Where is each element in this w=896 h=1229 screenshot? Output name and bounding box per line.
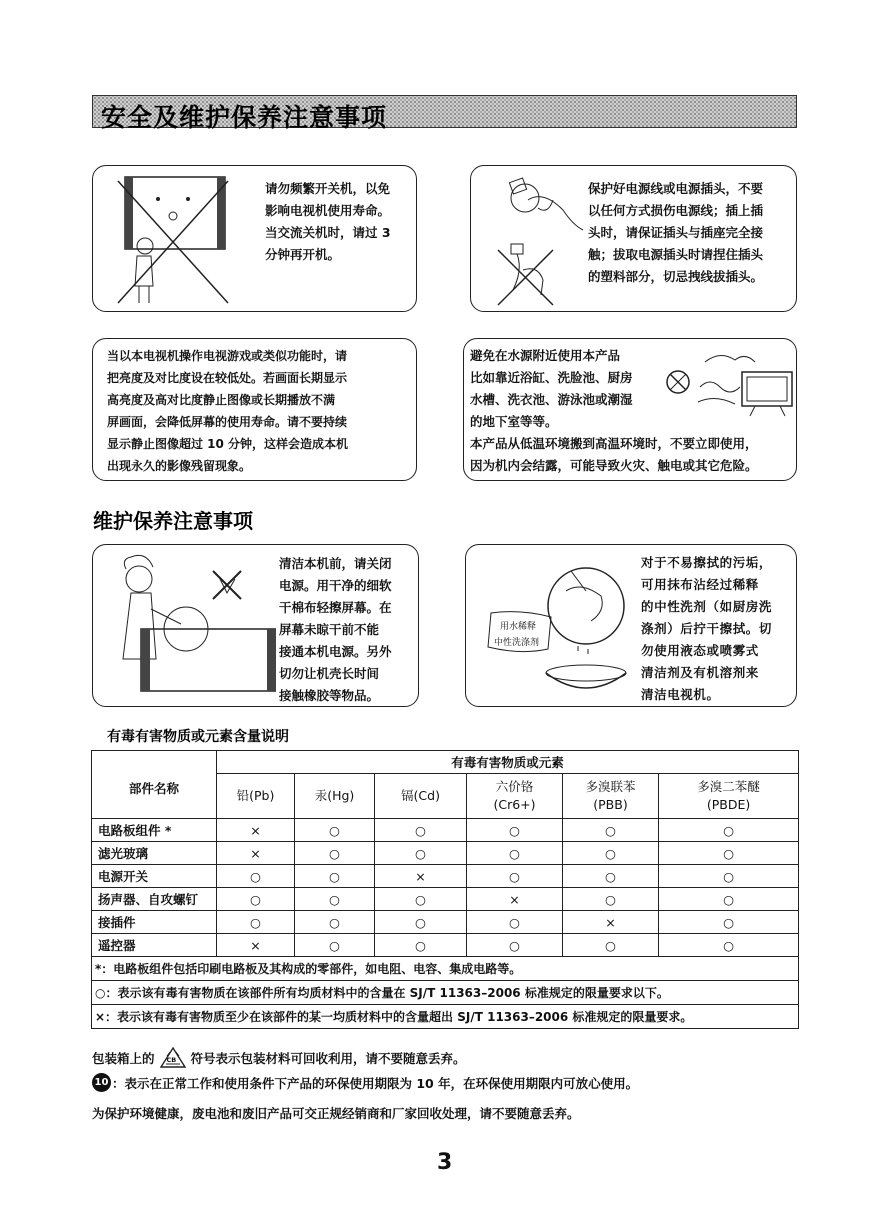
substance-value-cell: ○	[217, 865, 295, 888]
substance-value-cell: ○	[563, 865, 659, 888]
substance-value-cell: ×	[217, 819, 295, 842]
plug-hand-illustration	[483, 170, 593, 310]
hazard-table	[91, 750, 799, 1029]
notice-text-condensation: 本产品从低温环境搬到高温环境时，不要立即使用， 因为机内会结露，可能导致火灾、触电或其它危险。	[470, 436, 758, 473]
notice-text-static-image: 当以本电视机操作电视游戏或类似功能时，请 把亮度及对比度设在较低处。若画面长期显示 高亮度及高对比度静止图像或长期播放不满 屏画面，会降低屏幕的使用寿命。请不要持续 显示静止图像超过 10 分钟，这样会造成本机 出现永久的影像残留现象。	[107, 349, 349, 473]
epup-number: 10	[94, 1077, 109, 1088]
substance-value-cell: ×	[467, 888, 563, 911]
substance-value-cell: ○	[295, 888, 375, 911]
column-header-substance	[375, 774, 467, 819]
column-header-line1: 多溴二苯醚	[697, 779, 760, 794]
substance-value-cell: ○	[467, 934, 563, 957]
column-header-group: 有毒有害物质或元素	[217, 751, 799, 774]
substance-value-cell: ○	[659, 819, 799, 842]
table-row	[92, 865, 799, 888]
table-row	[92, 888, 799, 911]
table-row	[92, 911, 799, 934]
notice-box-static-image	[92, 338, 417, 481]
part-name-cell: 接插件	[92, 911, 217, 934]
notice-text-power-cycle: 请勿频繁开关机，以免 影响电视机使用寿命。 当交流关机时，请过 3 分钟再开机。	[265, 181, 391, 262]
substance-value-cell: ○	[217, 911, 295, 934]
part-name-cell: 电路板组件 *	[92, 819, 217, 842]
substance-value-cell: ○	[467, 865, 563, 888]
column-header-substance	[563, 774, 659, 819]
substance-value-cell: ○	[295, 934, 375, 957]
detergent-label	[494, 619, 539, 651]
substance-value-cell: ○	[659, 934, 799, 957]
substance-value-cell: ○	[659, 842, 799, 865]
detergent-label-line2: 中性洗涤剂	[494, 638, 540, 648]
column-header-part: 部件名称	[92, 751, 217, 819]
table-note-cross: ×：表示该有毒有害物质至少在该部件的某一均质材料中的含量超出 SJ/T 11363–2006 标准规定的限量要求。	[92, 1005, 799, 1029]
substance-value-cell: ○	[375, 934, 467, 957]
substance-value-cell: ○	[295, 842, 375, 865]
column-header-substance	[659, 774, 799, 819]
hazard-table-heading: 有毒有害物质或元素含量说明	[107, 729, 289, 745]
no-water-illustration	[650, 342, 798, 422]
section-title-bar	[92, 95, 797, 132]
substance-value-cell: ○	[659, 865, 799, 888]
column-header-substance	[295, 774, 375, 819]
substance-value-cell: ○	[563, 888, 659, 911]
substance-value-cell: ○	[563, 842, 659, 865]
notice-box-detergent	[465, 544, 797, 707]
column-header-line1: 汞(Hg)	[314, 788, 355, 803]
substance-value-cell: ×	[375, 865, 467, 888]
substance-value-cell: ○	[375, 819, 467, 842]
notice-box-power-cycle	[92, 165, 417, 312]
recycle-text-before: 包装箱上的	[92, 1051, 155, 1066]
recycle-text-after: 符号表示包装材料可回收利用，请不要随意丢弃。	[190, 1051, 466, 1066]
substance-value-cell: ○	[467, 911, 563, 934]
column-header-line1: 铅(Pb)	[236, 788, 275, 803]
column-header-line2: (Cr6+)	[493, 797, 536, 812]
part-name-cell: 电源开关	[92, 865, 217, 888]
column-header-substance	[217, 774, 295, 819]
notice-box-power-cord	[470, 165, 797, 312]
column-header-line1: 镉(Cd)	[401, 788, 440, 803]
recycle-line	[92, 1046, 466, 1070]
substance-value-cell: ○	[467, 819, 563, 842]
notice-text-cleaning: 清洁本机前，请关闭 电源。用干净的细软 干棉布轻擦屏幕。在 屏幕未晾干前不能 接通本机电源。另外 切勿让机壳长时间 接触橡胶等物品。	[279, 556, 392, 703]
column-header-line1: 多溴联苯	[585, 779, 636, 794]
page-title: 安全及维护保养注意事项	[101, 103, 388, 132]
substance-value-cell: ×	[563, 911, 659, 934]
notice-text-water: 避免在水源附近使用本产品 比如靠近浴缸、洗脸池、厨房 水槽、洗衣池、游泳池或潮湿 的地下室等等。	[470, 348, 633, 429]
substance-value-cell: ○	[659, 911, 799, 934]
tv-child-illustration	[113, 171, 233, 311]
table-note-circle: ○：表示该有毒有害物质在该部件所有均质材料中的含量在 SJ/T 11363–2006 标准规定的限量要求以下。	[92, 981, 799, 1005]
substance-value-cell: ○	[467, 842, 563, 865]
substance-value-cell: ○	[375, 888, 467, 911]
recycle-symbol-icon	[158, 1046, 188, 1070]
notice-box-cleaning	[92, 544, 419, 707]
part-name-cell: 遥控器	[92, 934, 217, 957]
substance-value-cell: ○	[217, 888, 295, 911]
substance-value-cell: ×	[217, 934, 295, 957]
substance-value-cell: ○	[295, 865, 375, 888]
epup-text: ：表示在正常工作和使用条件下产品的环保使用期限为 10 年，在环保使用期限内可放心使用。	[112, 1075, 639, 1091]
epup-line	[92, 1073, 638, 1092]
column-header-line2: (PBDE)	[706, 797, 751, 812]
epup-period-icon	[92, 1073, 111, 1092]
table-note-asterisk: *：电路板组件包括印刷电路板及其构成的零部件，如电阻、电容、集成电路等。	[92, 957, 799, 981]
part-name-cell: 滤光玻璃	[92, 842, 217, 865]
substance-value-cell: ○	[563, 934, 659, 957]
detergent-label-line1: 用水稀释	[500, 622, 537, 632]
substance-value-cell: ○	[659, 888, 799, 911]
column-header-line1: 六价铬	[495, 779, 534, 794]
battery-recycle-line: 为保护环境健康，废电池和废旧产品可交正规经销商和厂家回收处理，请不要随意丢弃。	[92, 1106, 580, 1121]
table-row	[92, 934, 799, 957]
maintenance-heading: 维护保养注意事项	[93, 509, 253, 533]
table-row	[92, 819, 799, 842]
column-header-line2: (PBB)	[593, 797, 628, 812]
substance-value-cell: ○	[295, 911, 375, 934]
substance-value-cell: ×	[217, 842, 295, 865]
woman-cleaning-tv-illustration	[101, 549, 276, 704]
table-row	[92, 842, 799, 865]
recycle-symbol-text: CB	[166, 1056, 177, 1064]
substance-value-cell: ○	[295, 819, 375, 842]
substance-value-cell: ○	[375, 911, 467, 934]
notice-box-water	[463, 338, 797, 481]
notice-text-power-cord: 保护好电源线或电源插头，不要 以任何方式损伤电源线；插上插 头时，请保证插头与插座完全接 触；拔取电源插头时请捏住插头 的塑料部分，切忌拽线拔插头。	[588, 181, 764, 284]
substance-value-cell: ○	[563, 819, 659, 842]
part-name-cell: 扬声器、自攻螺钉	[92, 888, 217, 911]
substance-value-cell: ○	[375, 842, 467, 865]
page-number: 3	[437, 1150, 453, 1175]
column-header-substance	[467, 774, 563, 819]
notice-text-detergent: 对于不易擦拭的污垢， 可用抹布沾经过稀释 的中性洗剂（如厨房洗 涤剂）后拧干擦拭。切 勿使用液态或喷雾式 清洁剂及有机溶剂来 清洁电视机。	[641, 555, 773, 702]
